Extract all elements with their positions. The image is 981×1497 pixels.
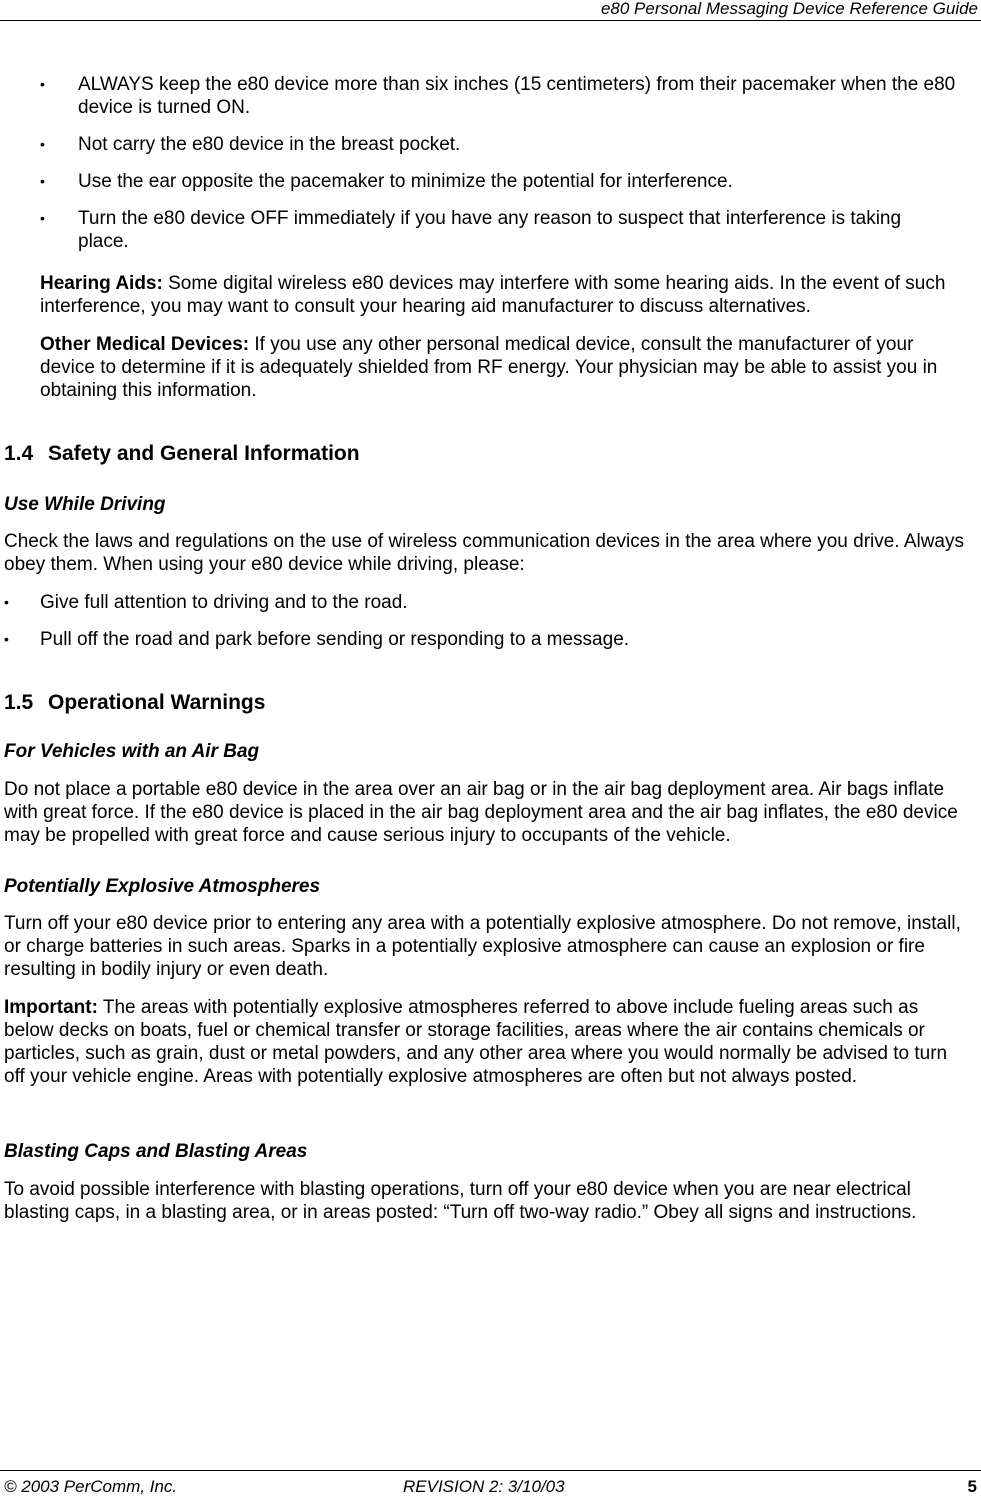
list-item: • Use the ear opposite the pacemaker to minimize the potential for interference. (40, 171, 733, 192)
document-title: e80 Personal Messaging Device Reference Guide (600, 0, 978, 18)
bullet-icon: • (4, 594, 9, 610)
blasting-paragraph: To avoid possible interference with blasting operations, turn off your e80 device when you are near electrical blasting caps, in a blasting area, or in areas posted: “Turn off two-way radio.” Obey all signs and instructions. (4, 1179, 917, 1223)
driving-intro-paragraph: Check the laws and regulations on the use of wireless communication devices in the area where you drive. Always obey them. When using your e80 device while driving, please: (4, 531, 965, 575)
other-medical-paragraph: Other Medical Devices: If you use any other personal medical device, consult the manufacturer of your device to determine if it is adequately shielded from RF energy. Your physician may be able to assist you in obtaining this information. (40, 334, 938, 401)
list-item: • Give full attention to driving and to the road. (4, 592, 408, 613)
explosive-atmospheres-paragraph: Turn off your e80 device prior to entering any area with a potentially explosive atmosphere. Do not remove, install, or charge batteries in such areas. Sparks in a potentially explosive atmosphere can cause an explosion or fire resulting in bodily injury or even death. (4, 913, 961, 980)
bullet-icon: • (4, 631, 9, 647)
page-number: 5 (967, 1477, 977, 1496)
list-item: • Not carry the e80 device in the breast pocket. (40, 134, 461, 155)
section-1-4-heading: 1.4 Safety and General Information (4, 442, 360, 465)
page-footer (0, 1470, 981, 1497)
important-label: Important: (4, 997, 98, 1018)
page-header (0, 0, 981, 21)
section-1-5-heading: 1.5 Operational Warnings (4, 691, 266, 714)
hearing-aids-label: Hearing Aids: (40, 273, 163, 294)
copyright: © 2003 PerComm, Inc. (4, 1477, 178, 1496)
pacemaker-bullet-list (0, 73, 981, 267)
use-while-driving-heading: Use While Driving (4, 494, 166, 515)
air-bag-heading: For Vehicles with an Air Bag (4, 741, 260, 762)
air-bag-paragraph: Do not place a portable e80 device in the area over an air bag or in the air bag deployment area. Air bags inflate with great force. If the e80 device is placed in the air bag deployment area and the air bag inflates, the e80 device may be propelled with great force and cause serious injury to occupants of the vehicle. (4, 779, 958, 846)
bullet-icon: • (40, 76, 45, 92)
revision: REVISION 2: 3/10/03 (403, 1477, 565, 1496)
list-item: • ALWAYS keep the e80 device more than six inches (15 centimeters) from their pacemaker when the e80 device is turned ON. (40, 74, 956, 118)
other-medical-label: Other Medical Devices: (40, 334, 250, 355)
important-paragraph: Important: The areas with potentially explosive atmospheres referred to above include fueling areas such as below decks on boats, fuel or chemical transfer or storage facilities, areas where the air contains chemicals or particles, such as grain, dust or metal powders, and any other area where you would normally be advised to turn off your vehicle engine. Areas with potentially explosive atmospheres are often but not always posted. (4, 997, 948, 1087)
list-item: • Turn the e80 device OFF immediately if you have any reason to suspect that interference is taking place. (40, 208, 902, 252)
explosive-atmospheres-heading: Potentially Explosive Atmospheres (4, 876, 321, 897)
hearing-aids-paragraph: Hearing Aids: Some digital wireless e80 devices may interfere with some hearing aids. In the event of such interference, you may want to consult your hearing aid manufacturer to discuss alternatives. (40, 273, 946, 317)
list-item: • Pull off the road and park before sending or responding to a message. (4, 629, 630, 650)
bullet-icon: • (40, 173, 45, 189)
driving-bullet-list (0, 591, 981, 665)
bullet-icon: • (40, 136, 45, 152)
blasting-heading: Blasting Caps and Blasting Areas (4, 1141, 308, 1162)
bullet-icon: • (40, 210, 45, 226)
